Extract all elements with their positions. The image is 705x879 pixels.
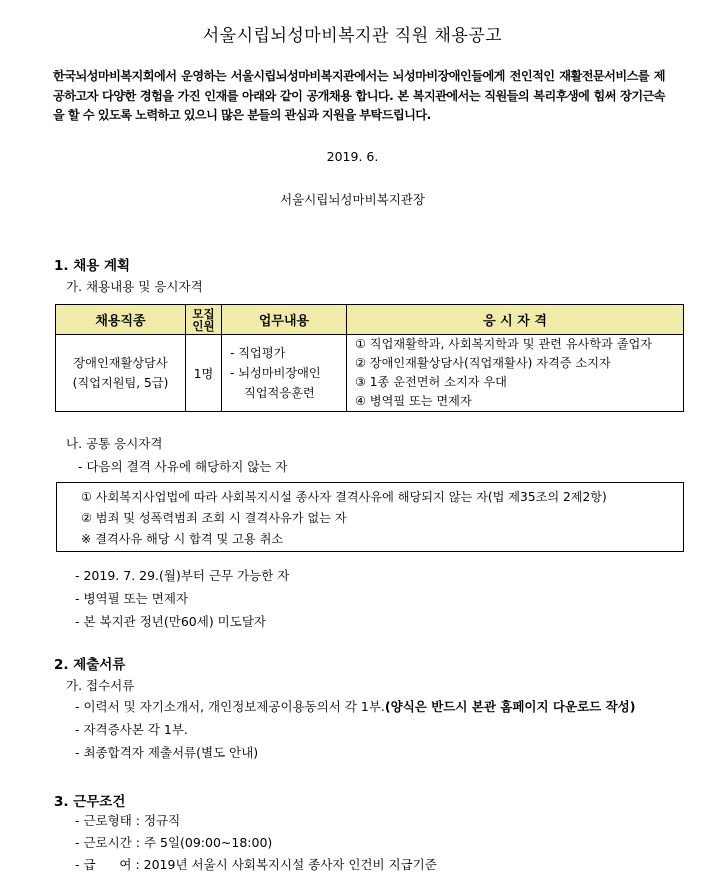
list-item: - 근로형태 : 정규직: [75, 813, 181, 828]
posting-date: 2019. 6.: [326, 149, 379, 164]
list-item: - 자격증사본 각 1부.: [75, 722, 188, 737]
box-line: ※ 결격사유 해당 시 합격 및 고용 취소: [81, 532, 284, 546]
section2-sub: 가. 접수서류: [66, 678, 135, 693]
header-qualifications: 응 시 자 격: [347, 305, 684, 335]
section1-heading: 1. 채용 계획: [54, 258, 131, 274]
list-item: - 본 복지관 정년(만60세) 미도달자: [75, 614, 266, 629]
section2-heading: 2. 제출서류: [54, 657, 126, 673]
list-item: - 최종합격자 제출서류(별도 안내): [75, 745, 259, 760]
header-duties: 업무내용: [222, 305, 347, 335]
section1-sub-a: 가. 채용내용 및 응시자격: [66, 279, 203, 294]
disqualification-box: [56, 482, 684, 552]
box-line: ① 사회복지사업법에 따라 사회복지시설 종사자 결격사유에 해당되지 않는 자(법 제35조의 2제2항): [81, 490, 607, 504]
box-line: ② 범죄 및 성폭력범죄 조회 시 결격사유가 없는 자: [81, 511, 347, 525]
recruitment-table: [55, 304, 684, 412]
issuer-name: 서울시립뇌성마비복지관장: [280, 192, 425, 207]
list-item: - 2019. 7. 29.(월)부터 근무 가능한 자: [75, 568, 290, 583]
page-title: 서울시립뇌성마비복지관 직원 채용공고: [202, 26, 503, 46]
qualifications-cell: ① 직업재활학과, 사회복지학과 및 관련 유사학과 졸업자 ② 장애인재활상담사(직업재활사) 자격증 소지자 ③ 1종 운전면허 소지자 우대 ④ 병역필 또는 면제자: [347, 335, 684, 412]
count-cell: 1명: [186, 335, 222, 412]
list-item: - 급 여 : 2019년 서울시 사회복지시설 종사자 인건비 지급기준: [75, 857, 437, 872]
list-item: - 근로시간 : 주 5일(09:00~18:00): [75, 835, 273, 850]
duties-cell: - 직업평가 - 뇌성마비장애인 직업적응훈련: [222, 335, 347, 412]
intro-paragraph: 한국뇌성마비복지회에서 운영하는 서울시립뇌성마비복지관에서는 뇌성마비장애인들에게 전인적인 재활전문서비스를 제공하고자 다양한 경험을 가진 인재를 아래와 같이 공개채용 합니다. 본 복지관에서는 직원들의 복리후생에 힘써 장기근속을 할 수 있도록 노력하고 있으니 많은 분들의 관심과 지원을 부탁드립니다.: [53, 69, 665, 123]
list-item: - 이력서 및 자기소개서, 개인정보제공이용동의서 각 1부.(양식은 반드시 본관 홈페이지 다운로드 작성): [75, 699, 636, 714]
list-item: - 병역필 또는 면제자: [75, 591, 189, 606]
header-job: 채용직종: [56, 305, 186, 335]
header-count: 모집 인원: [186, 305, 222, 335]
table-row: [56, 335, 684, 412]
table-header-row: [56, 305, 684, 335]
section3-heading: 3. 근무조건: [54, 794, 126, 810]
section1-sub-b: 나. 공통 응시자격: [66, 436, 163, 451]
job-cell: 장애인재활상담사 (직업지원팀, 5급): [56, 335, 186, 412]
sub-b-description: - 다음의 결격 사유에 해당하지 않는 자: [78, 459, 288, 474]
